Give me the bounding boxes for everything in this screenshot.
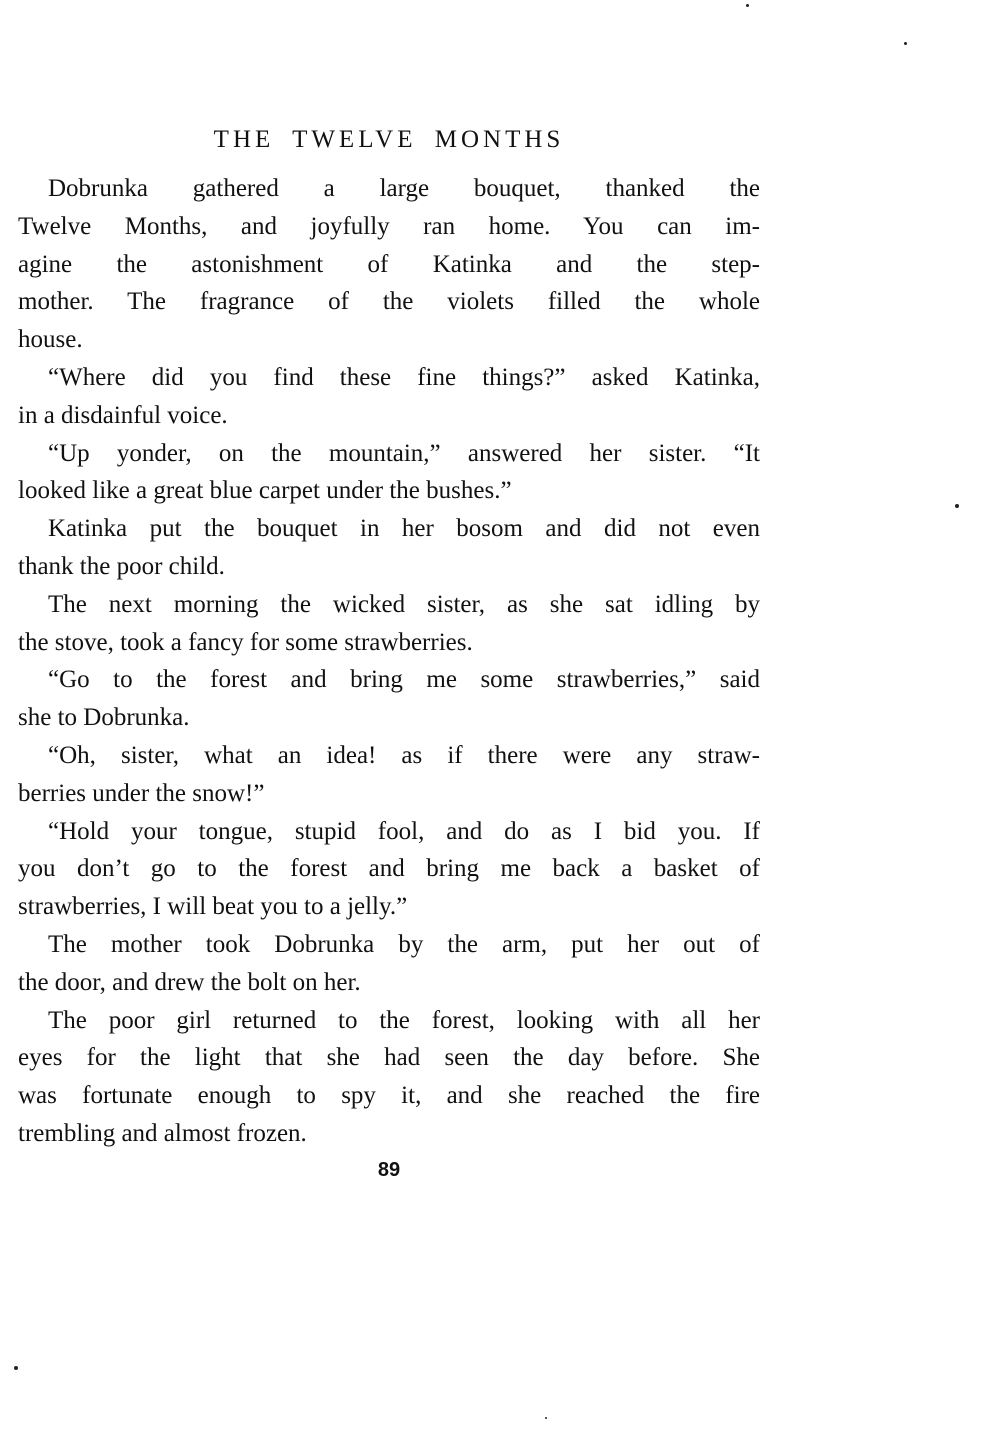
text-line: “Hold your tongue, stupid fool, and do as I bid you. If <box>48 817 760 845</box>
paragraph-2 <box>18 359 760 435</box>
running-head: THE TWELVE MONTHS <box>213 126 565 153</box>
text-line: “Where did you find these fine things?” asked Katinka, <box>48 363 760 391</box>
page-number: 89 <box>377 1159 401 1181</box>
paragraph-8 <box>18 813 760 926</box>
text-line: eyes for the light that she had seen the day before. She <box>18 1044 760 1072</box>
text-line: was fortunate enough to spy it, and she reached the fire <box>18 1082 760 1110</box>
text-line: “Go to the forest and bring me some strawberries,” said <box>48 666 760 694</box>
text-line: Dobrunka gathered a large bouquet, thanked the <box>48 175 760 202</box>
paragraph-4 <box>18 510 760 586</box>
text-line: trembling and almost frozen. <box>18 1119 307 1147</box>
scan-speck <box>14 1366 18 1370</box>
text-line: “Up yonder, on the mountain,” answered her sister. “It <box>48 439 760 467</box>
text-line: she to Dobrunka. <box>18 704 190 732</box>
text-line: strawberries, I will beat you to a jelly.” <box>18 893 408 921</box>
text-line: in a disdainful voice. <box>18 401 228 429</box>
paragraph-9 <box>18 926 760 1002</box>
text-line: berries under the snow!” <box>18 779 265 807</box>
paragraph-1 <box>18 170 760 359</box>
paragraph-7 <box>18 737 760 813</box>
text-line: “Oh, sister, what an idea! as if there were any straw- <box>48 741 760 769</box>
paragraph-3 <box>18 435 760 511</box>
text-line: the stove, took a fancy for some strawberries. <box>18 628 473 656</box>
text-line: Katinka put the bouquet in her bosom and did not even <box>48 515 760 543</box>
paragraph-6 <box>18 661 760 737</box>
text-line: house. <box>18 326 83 354</box>
text-line: looked like a great blue carpet under the bushes.” <box>18 477 512 505</box>
scan-speck <box>545 1417 547 1419</box>
scan-speck <box>746 4 749 7</box>
text-line: mother. The fragrance of the violets filled the whole <box>18 288 760 316</box>
scan-speck <box>904 42 907 45</box>
text-line: The next morning the wicked sister, as she sat idling by <box>48 590 760 618</box>
text-line: The poor girl returned to the forest, looking with all her <box>48 1006 760 1034</box>
text-line: thank the poor child. <box>18 552 225 580</box>
paragraph-10 <box>18 1002 760 1153</box>
scan-speck <box>955 504 959 508</box>
paragraph-5 <box>18 586 760 662</box>
text-line: The mother took Dobrunka by the arm, put her out of <box>48 930 760 958</box>
text-line: you don’t go to the forest and bring me back a basket of <box>18 855 760 883</box>
text-line: Twelve Months, and joyfully ran home. You can im- <box>18 212 760 240</box>
text-line: the door, and drew the bolt on her. <box>18 968 361 996</box>
text-line: agine the astonishment of Katinka and the step- <box>18 250 760 278</box>
body-text <box>18 170 760 1153</box>
